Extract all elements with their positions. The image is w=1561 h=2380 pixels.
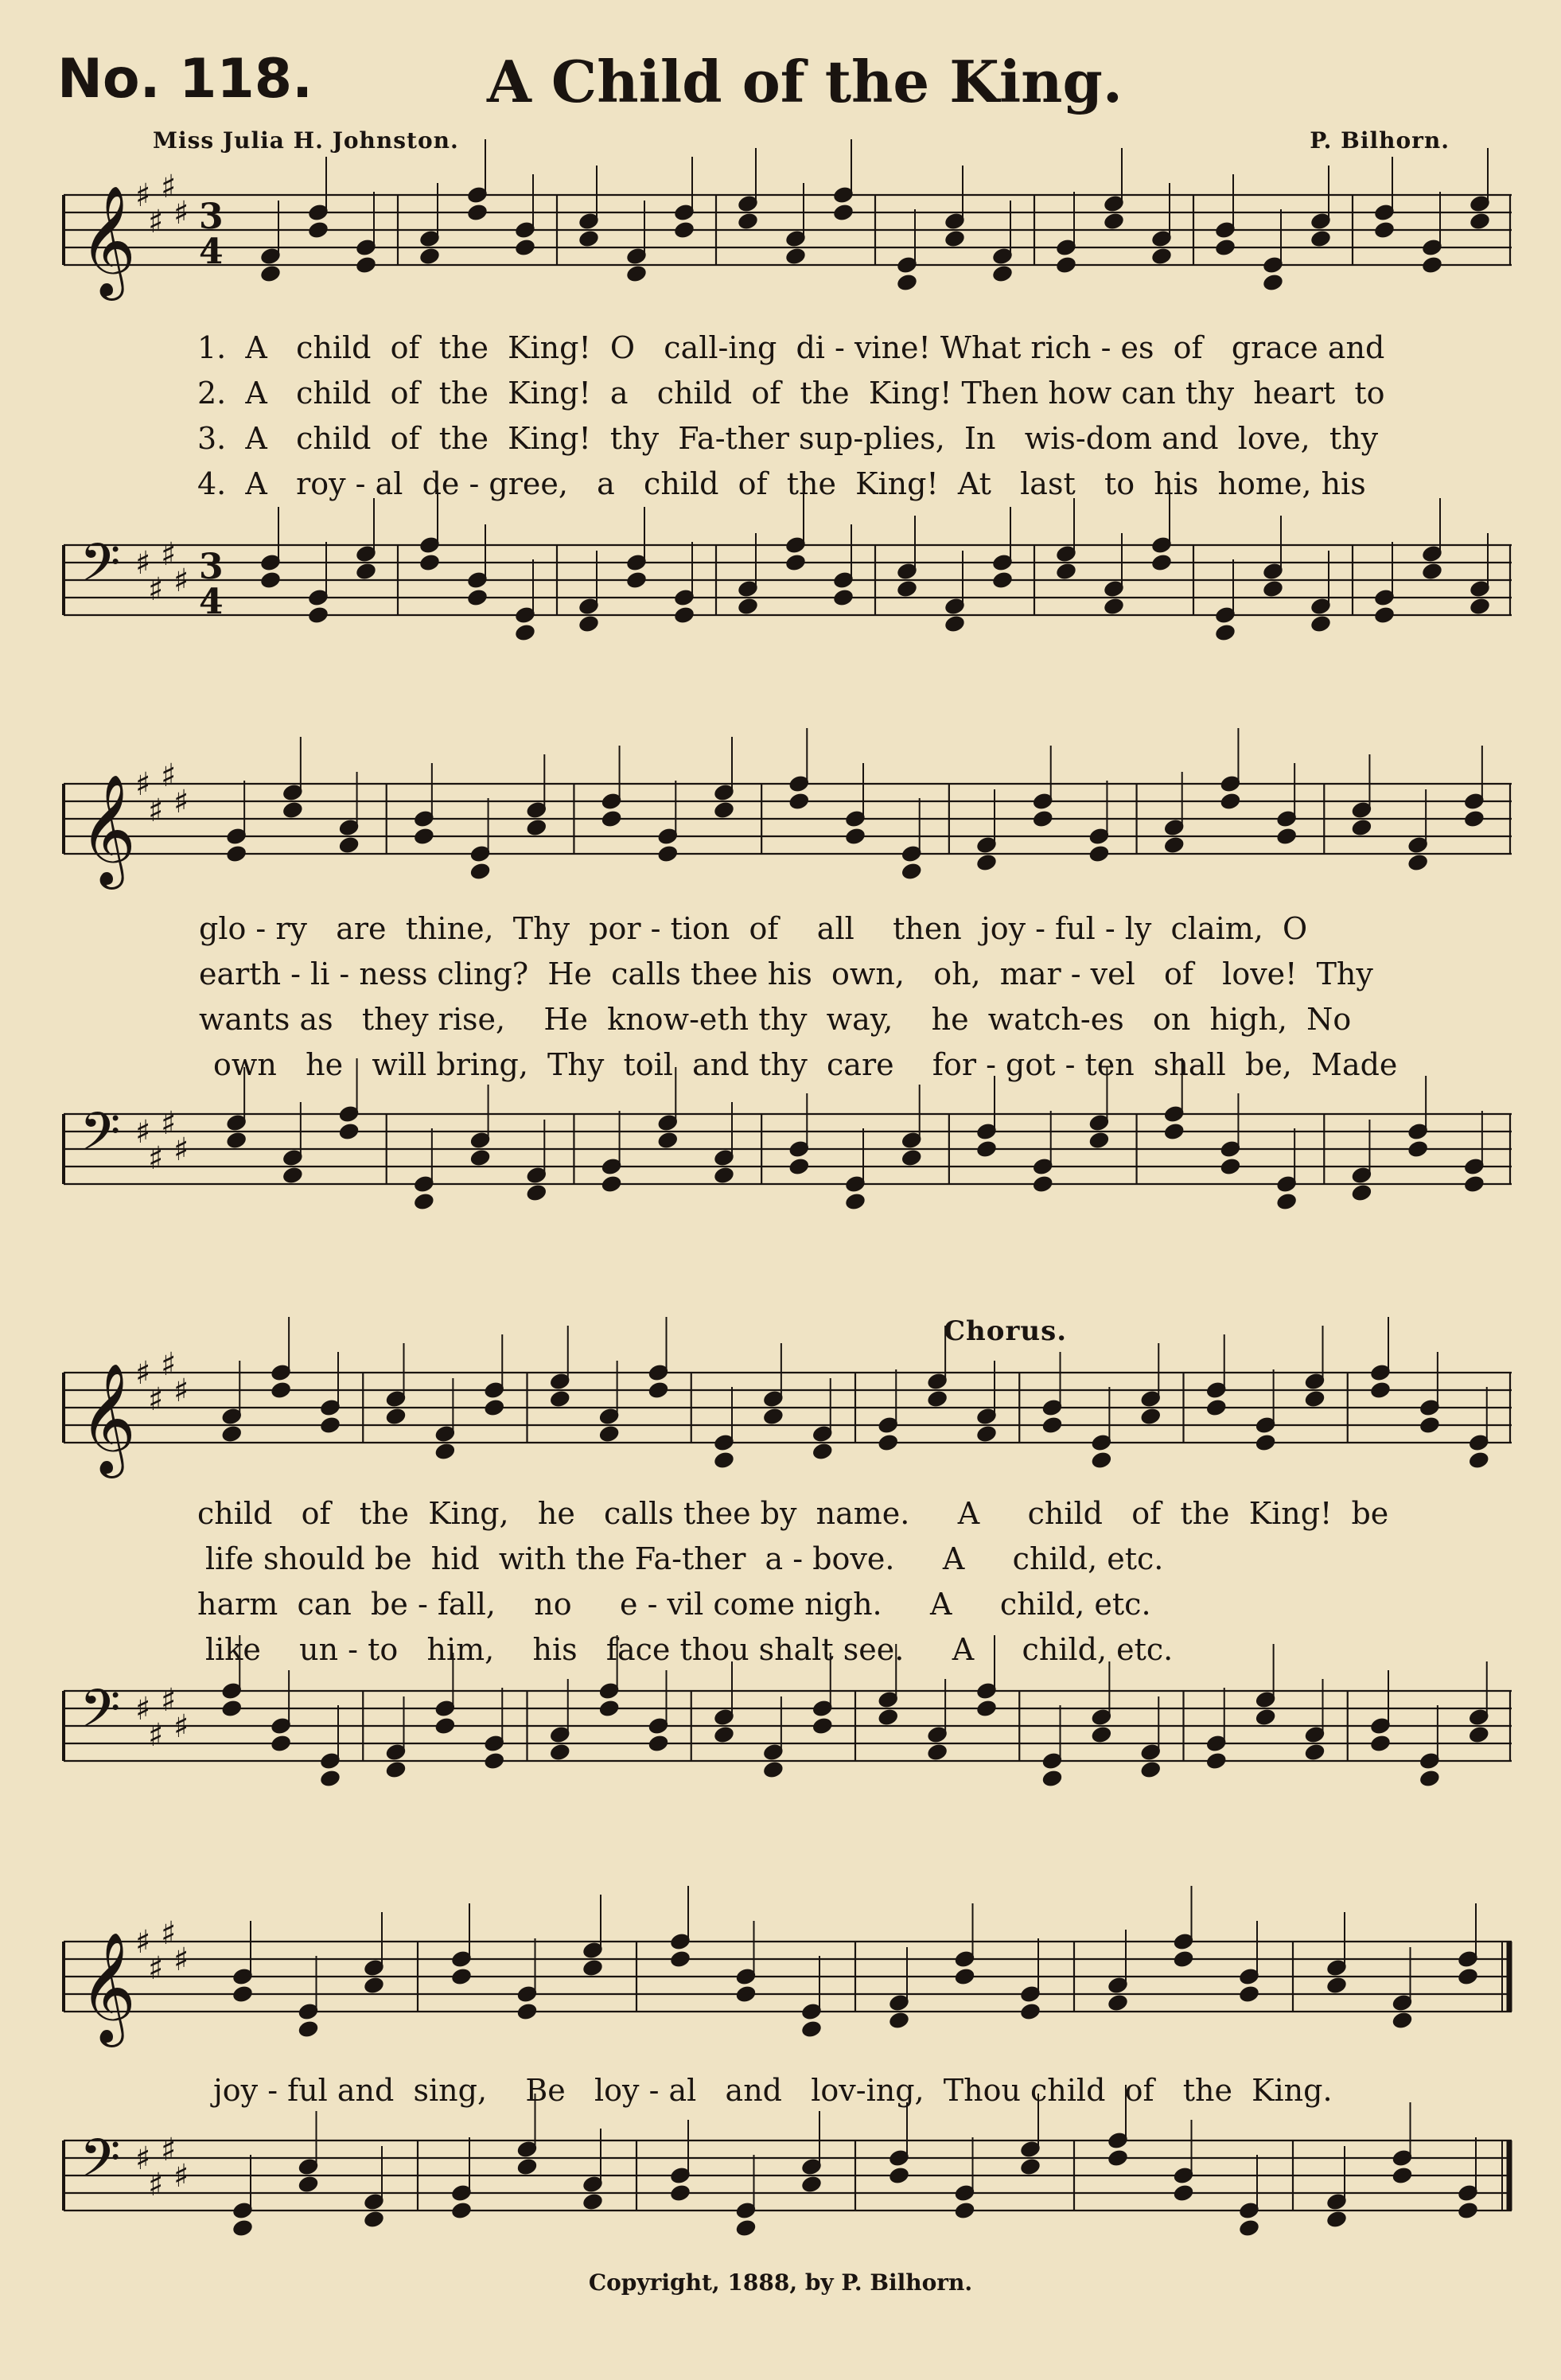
chorus-label: Chorus. (944, 1315, 1068, 1347)
sharp-icon: ♯ (135, 1355, 151, 1392)
notehead (582, 1957, 605, 1977)
notehead (896, 578, 919, 598)
sharp-icon: ♯ (161, 2132, 177, 2168)
notehead (220, 1424, 243, 1443)
sharp-icon: ♯ (173, 1373, 189, 1409)
notehead (525, 817, 548, 837)
notehead (1419, 1768, 1442, 1788)
notehead (600, 1174, 623, 1194)
notehead (1090, 1450, 1113, 1470)
notehead (669, 2183, 692, 2203)
notehead (548, 1389, 571, 1408)
staff-lines (64, 1942, 1512, 2012)
sharp-icon: ♯ (173, 2158, 189, 2195)
notehead (307, 605, 330, 625)
notehead (384, 1759, 407, 1779)
sharp-icon: ♯ (161, 1915, 177, 1952)
notehead (713, 1724, 736, 1744)
lyric-line: joy - ful and sing, Be loy - al and lov-ing, Thou child of the King. (213, 2073, 1333, 2108)
sharp-icon: ♯ (148, 204, 164, 240)
treble-clef-icon: 𝄞 (80, 185, 136, 296)
notehead (1088, 843, 1111, 863)
notehead (1103, 596, 1126, 616)
notehead (225, 1130, 248, 1150)
notehead (450, 2200, 473, 2220)
notehead (975, 1139, 998, 1159)
treble-staff (64, 1915, 1512, 2053)
notehead (734, 2218, 757, 2238)
notehead (1262, 578, 1285, 598)
staff-lines (64, 2140, 1512, 2211)
notehead (466, 587, 489, 607)
notehead (926, 1389, 949, 1408)
notehead (434, 1441, 457, 1461)
notehead (319, 1768, 342, 1788)
sharp-icon: ♯ (173, 195, 189, 232)
notehead (363, 1975, 386, 1995)
sharp-icon: ♯ (173, 1132, 189, 1168)
notehead (1162, 835, 1185, 855)
notehead (1407, 852, 1430, 872)
notehead (270, 1380, 293, 1400)
notehead (483, 1751, 506, 1770)
notehead (877, 1707, 900, 1727)
bass-staff (64, 1098, 1512, 1225)
notehead (1254, 1707, 1277, 1727)
sharp-icon: ♯ (161, 758, 177, 794)
notehead (1275, 1191, 1298, 1211)
notehead (1467, 1450, 1490, 1470)
notehead (1325, 1975, 1349, 1995)
notehead (1172, 1949, 1195, 1969)
notehead (1238, 2218, 1261, 2238)
notehead (1262, 272, 1285, 292)
notehead (1162, 1121, 1185, 1141)
notehead (1421, 561, 1444, 581)
notehead (1373, 605, 1396, 625)
sharp-icon: ♯ (148, 2167, 164, 2203)
notehead (1150, 246, 1174, 266)
time-signature-bottom: 4 (199, 231, 224, 272)
notehead (1325, 2209, 1349, 2229)
sharp-icon: ♯ (161, 1682, 177, 1719)
notehead (737, 596, 760, 616)
notehead (832, 202, 855, 222)
notehead (673, 220, 696, 240)
notehead (811, 1441, 834, 1461)
treble-staff (64, 758, 1512, 895)
bass-staff (64, 529, 1512, 656)
notehead (232, 1984, 255, 2004)
notehead (413, 826, 436, 846)
sharp-icon: ♯ (135, 1924, 151, 1961)
notehead (832, 587, 855, 607)
notehead (337, 1121, 360, 1141)
notehead (762, 1759, 785, 1779)
notehead (1205, 1397, 1228, 1417)
notehead (259, 263, 282, 283)
bass-staff (64, 1675, 1512, 1802)
notehead (1373, 220, 1396, 240)
notehead (355, 561, 378, 581)
notehead (270, 1733, 293, 1753)
notehead (1150, 552, 1174, 572)
notehead (1103, 211, 1126, 231)
notehead (1019, 2156, 1042, 2176)
notehead (413, 1191, 436, 1211)
notehead (1031, 1174, 1054, 1194)
notehead (944, 228, 967, 248)
notehead (418, 552, 442, 572)
notehead (800, 2174, 823, 2194)
notehead (656, 1130, 679, 1150)
notehead (784, 552, 808, 572)
sharp-icon: ♯ (135, 766, 151, 803)
notehead (713, 800, 736, 820)
treble-staff (64, 1346, 1512, 1484)
sharp-icon: ♯ (173, 1942, 189, 1978)
notehead (220, 1698, 243, 1718)
notehead (844, 1191, 867, 1211)
composer-credit: P. Bilhorn. (1310, 127, 1450, 154)
sharp-icon: ♯ (148, 571, 164, 608)
sharp-icon: ♯ (135, 545, 151, 582)
title-row (57, 48, 1505, 127)
notehead (991, 263, 1014, 283)
notehead (297, 2174, 320, 2194)
notehead (1369, 1733, 1392, 1753)
time-signature-top: 3 (199, 196, 224, 237)
notehead (355, 255, 378, 275)
notehead (516, 2001, 539, 2021)
notehead (991, 570, 1014, 590)
notehead (734, 1984, 757, 2004)
lyric-line: 2. A child of the King! a child of the King! Then how can thy heart to (197, 376, 1385, 411)
notehead (1090, 1724, 1113, 1744)
sharp-icon: ♯ (161, 536, 177, 573)
notehead (1463, 1174, 1486, 1194)
notehead (1463, 808, 1486, 828)
notehead (1310, 614, 1333, 633)
notehead (1107, 2148, 1130, 2168)
notehead (1214, 237, 1237, 257)
notehead (297, 2019, 320, 2039)
notehead (469, 1147, 492, 1167)
notehead (1369, 1380, 1392, 1400)
lyric-line: own he will bring, Thy toil and thy care for - got - ten shall be, Made (213, 1047, 1398, 1082)
hymn-title: A Child of the King. (487, 48, 1123, 115)
notehead (282, 1165, 305, 1185)
sharp-icon: ♯ (135, 2140, 151, 2177)
time-signature-bottom: 4 (199, 581, 224, 622)
notehead (307, 220, 330, 240)
notehead (434, 1716, 457, 1735)
lyric-line: 4. A roy - al de - gree, a child of the King! At last to his home, his (197, 466, 1366, 501)
notehead (578, 614, 601, 633)
notehead (319, 1415, 342, 1435)
notehead (656, 843, 679, 863)
notehead (1139, 1759, 1162, 1779)
notehead (1088, 1130, 1111, 1150)
sharp-icon: ♯ (173, 784, 189, 820)
notehead (647, 1380, 670, 1400)
sharp-icon: ♯ (148, 1381, 164, 1418)
lyric-line: glo - ry are thine, Thy por - tion of all then joy - ful - ly claim, O (199, 911, 1308, 946)
notehead (1391, 2010, 1414, 2030)
notehead (1457, 2200, 1480, 2220)
sharp-icon: ♯ (148, 1717, 164, 1754)
notehead (1350, 817, 1373, 837)
copyright-notice: Copyright, 1888, by P. Bilhorn. (588, 2269, 973, 2296)
notehead (1407, 1139, 1430, 1159)
bass-clef-icon: 𝄢 (80, 2128, 121, 2202)
notehead (1214, 622, 1237, 642)
notehead (418, 246, 442, 266)
notehead (600, 808, 623, 828)
sharp-icon: ♯ (161, 1105, 177, 1142)
notehead (888, 2010, 911, 2030)
notehead (896, 272, 919, 292)
notehead (1041, 1768, 1064, 1788)
notehead (1421, 255, 1444, 275)
hymn-number: No. 118. (57, 48, 313, 111)
notehead (673, 605, 696, 625)
notehead (762, 1406, 785, 1426)
notehead (337, 835, 360, 855)
notehead (578, 228, 601, 248)
notehead (598, 1698, 621, 1718)
notehead (944, 614, 967, 633)
notehead (225, 843, 248, 863)
notehead (647, 1733, 670, 1753)
notehead (788, 791, 811, 811)
notehead (953, 1966, 976, 1986)
notehead (450, 1966, 473, 1986)
author-credit: Miss Julia H. Johnston. (153, 127, 459, 154)
notehead (363, 2209, 386, 2229)
lyric-line: like un - to him, his face thou shalt see. A child, etc. (205, 1632, 1174, 1667)
notehead (1031, 808, 1054, 828)
notehead (582, 2191, 605, 2211)
bass-clef-icon: 𝄢 (80, 1101, 121, 1175)
notehead (1303, 1742, 1326, 1762)
notehead (516, 2156, 539, 2176)
staff-lines (64, 545, 1512, 615)
notehead (877, 1432, 900, 1452)
notehead (1019, 2001, 1042, 2021)
notehead (1041, 1415, 1064, 1435)
sharp-icon: ♯ (135, 1114, 151, 1151)
notehead (975, 1698, 998, 1718)
notehead (975, 852, 998, 872)
lyric-line: life should be hid with the Fa-ther a - bove. A child, etc. (205, 1541, 1164, 1576)
notehead (1205, 1751, 1228, 1770)
notehead (975, 1424, 998, 1443)
notehead (888, 2165, 911, 2185)
notehead (1350, 1182, 1373, 1202)
notehead (483, 1397, 506, 1417)
lyric-line: 1. A child of the King! O call-ing di - vine! What rich - es of grace and (197, 330, 1385, 365)
notehead (282, 800, 305, 820)
bass-staff (64, 2125, 1512, 2252)
lyric-line: child of the King, he calls thee by name. A child of the King! be (197, 1496, 1389, 1531)
notehead (1219, 791, 1242, 811)
notehead (548, 1742, 571, 1762)
notehead (713, 1450, 736, 1470)
notehead (514, 622, 537, 642)
notehead (625, 263, 648, 283)
notehead (1469, 211, 1492, 231)
notehead (1469, 596, 1492, 616)
notehead (900, 1147, 923, 1167)
notehead (1172, 2183, 1195, 2203)
sharp-icon: ♯ (135, 1691, 151, 1728)
notehead (1457, 1966, 1480, 1986)
bass-clef-icon: 𝄢 (80, 532, 121, 606)
notehead (232, 2218, 255, 2238)
notehead (525, 1182, 548, 1202)
treble-clef-icon: 𝄞 (80, 1363, 136, 1474)
sharp-icon: ♯ (148, 1950, 164, 1987)
notehead (1254, 1432, 1277, 1452)
notehead (384, 1406, 407, 1426)
notehead (1107, 1992, 1130, 2012)
sharp-icon: ♯ (148, 1140, 164, 1177)
treble-clef-icon: 𝄞 (80, 774, 136, 885)
sharp-icon: ♯ (161, 1346, 177, 1383)
notehead (1391, 2165, 1414, 2185)
sharp-icon: ♯ (161, 169, 177, 205)
notehead (514, 237, 537, 257)
lyric-line: wants as they rise, He know-eth thy way, he watch-es on high, No (199, 1002, 1352, 1037)
notehead (1419, 1415, 1442, 1435)
notehead (466, 202, 489, 222)
notehead (1310, 228, 1333, 248)
notehead (1219, 1156, 1242, 1176)
lyric-line: 3. A child of the King! thy Fa-ther sup-plies, In wis-dom and love, thy (197, 421, 1379, 456)
notehead (1303, 1389, 1326, 1408)
notehead (784, 246, 808, 266)
treble-staff (64, 169, 1512, 306)
notehead (811, 1716, 834, 1735)
notehead (469, 861, 492, 881)
notehead (926, 1742, 949, 1762)
notehead (737, 211, 760, 231)
notehead (1055, 255, 1078, 275)
bass-clef-icon: 𝄢 (80, 1678, 121, 1752)
notehead (713, 1165, 736, 1185)
notehead (900, 861, 923, 881)
sharp-icon: ♯ (148, 793, 164, 829)
notehead (625, 570, 648, 590)
notehead (844, 826, 867, 846)
notehead (259, 570, 282, 590)
notehead (1139, 1406, 1162, 1426)
time-signature-top: 3 (199, 546, 224, 587)
lyric-line: earth - li - ness cling? He calls thee his own, oh, mar - vel of love! Thy (199, 956, 1373, 991)
sharp-icon: ♯ (173, 563, 189, 599)
notehead (669, 1949, 692, 1969)
notehead (598, 1424, 621, 1443)
treble-clef-icon: 𝄞 (80, 1932, 136, 2043)
sharp-icon: ♯ (173, 1708, 189, 1745)
sharp-icon: ♯ (135, 177, 151, 214)
notehead (800, 2019, 823, 2039)
notehead (1238, 1984, 1261, 2004)
lyric-line: harm can be - fall, no e - vil come nigh. A child, etc. (197, 1587, 1151, 1622)
notehead (953, 2200, 976, 2220)
notehead (1275, 826, 1298, 846)
notehead (1467, 1724, 1490, 1744)
notehead (1055, 561, 1078, 581)
notehead (788, 1156, 811, 1176)
